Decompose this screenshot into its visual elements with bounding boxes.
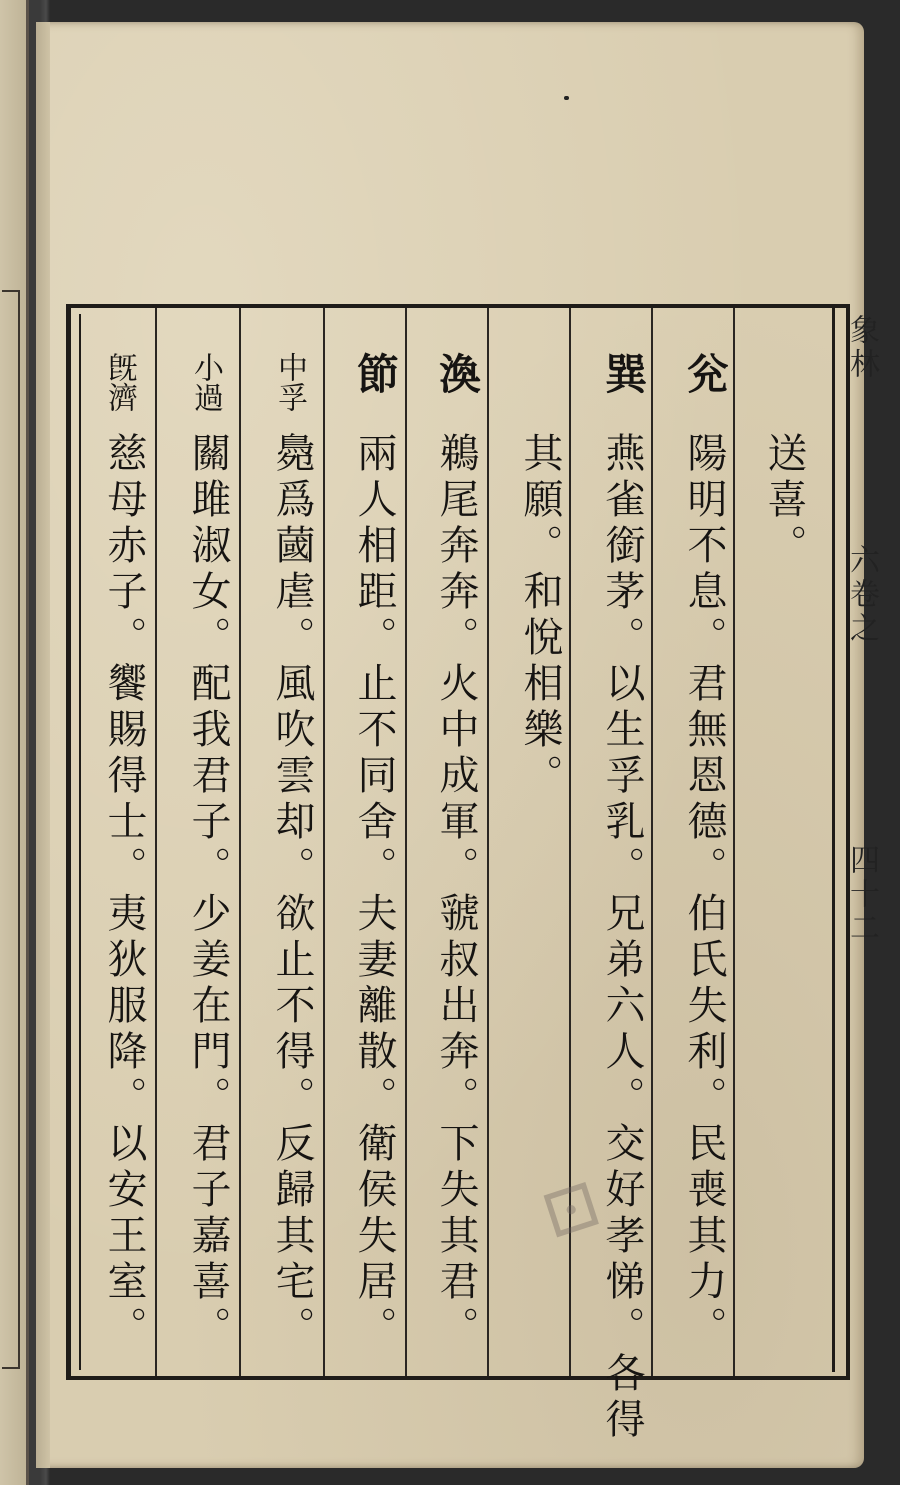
column-6-text: 兩人相距。止不同舍。夫妻離散。衛侯失居。 xyxy=(351,432,397,1352)
column-8-text: 關雎淑女。配我君子。少姜在門。君子嘉喜。 xyxy=(185,432,231,1352)
column-6-heading: 節 xyxy=(351,352,400,394)
column-9-heading: 旣濟 xyxy=(102,352,137,412)
facing-page-frame xyxy=(2,290,20,1369)
column-2-heading: 兊 xyxy=(681,352,730,394)
banner-page-number: 四十二 xyxy=(844,844,879,946)
column-5-heading: 渙 xyxy=(433,352,482,394)
column-4-text: 其願。和悅相樂。 xyxy=(517,432,563,800)
column-8-heading: 小過 xyxy=(188,352,223,412)
faded-seal-stamp: ⊡ xyxy=(529,1159,612,1256)
column-1-text: 送喜。 xyxy=(761,432,807,570)
banner-volume: 六卷之 xyxy=(844,544,879,646)
banner-title: 象林 xyxy=(844,314,879,382)
column-3-text: 燕雀銜茅。以生孚乳。兄弟六人。交好孝悌。各得 xyxy=(599,432,645,1444)
page-gutter xyxy=(36,22,50,1468)
column-9-text: 慈母赤子。饗賜得士。夷狄服降。以安王室。 xyxy=(101,432,147,1352)
column-7-heading: 中孚 xyxy=(272,352,307,412)
column-7-text: 䳃爲蔮虐。風吹雲却。欲止不得。反歸其宅。 xyxy=(269,432,315,1352)
column-2-text: 陽明不息。君無恩德。伯氏失利。民喪其力。 xyxy=(681,432,727,1352)
book-page xyxy=(36,22,879,1468)
facing-page-edge xyxy=(0,0,29,1485)
column-3-heading: 巽 xyxy=(599,352,648,394)
column-5-text: 鵜尾奔奔。火中成軍。虢叔出奔。下失其君。 xyxy=(433,432,479,1352)
ink-spot xyxy=(564,96,569,100)
